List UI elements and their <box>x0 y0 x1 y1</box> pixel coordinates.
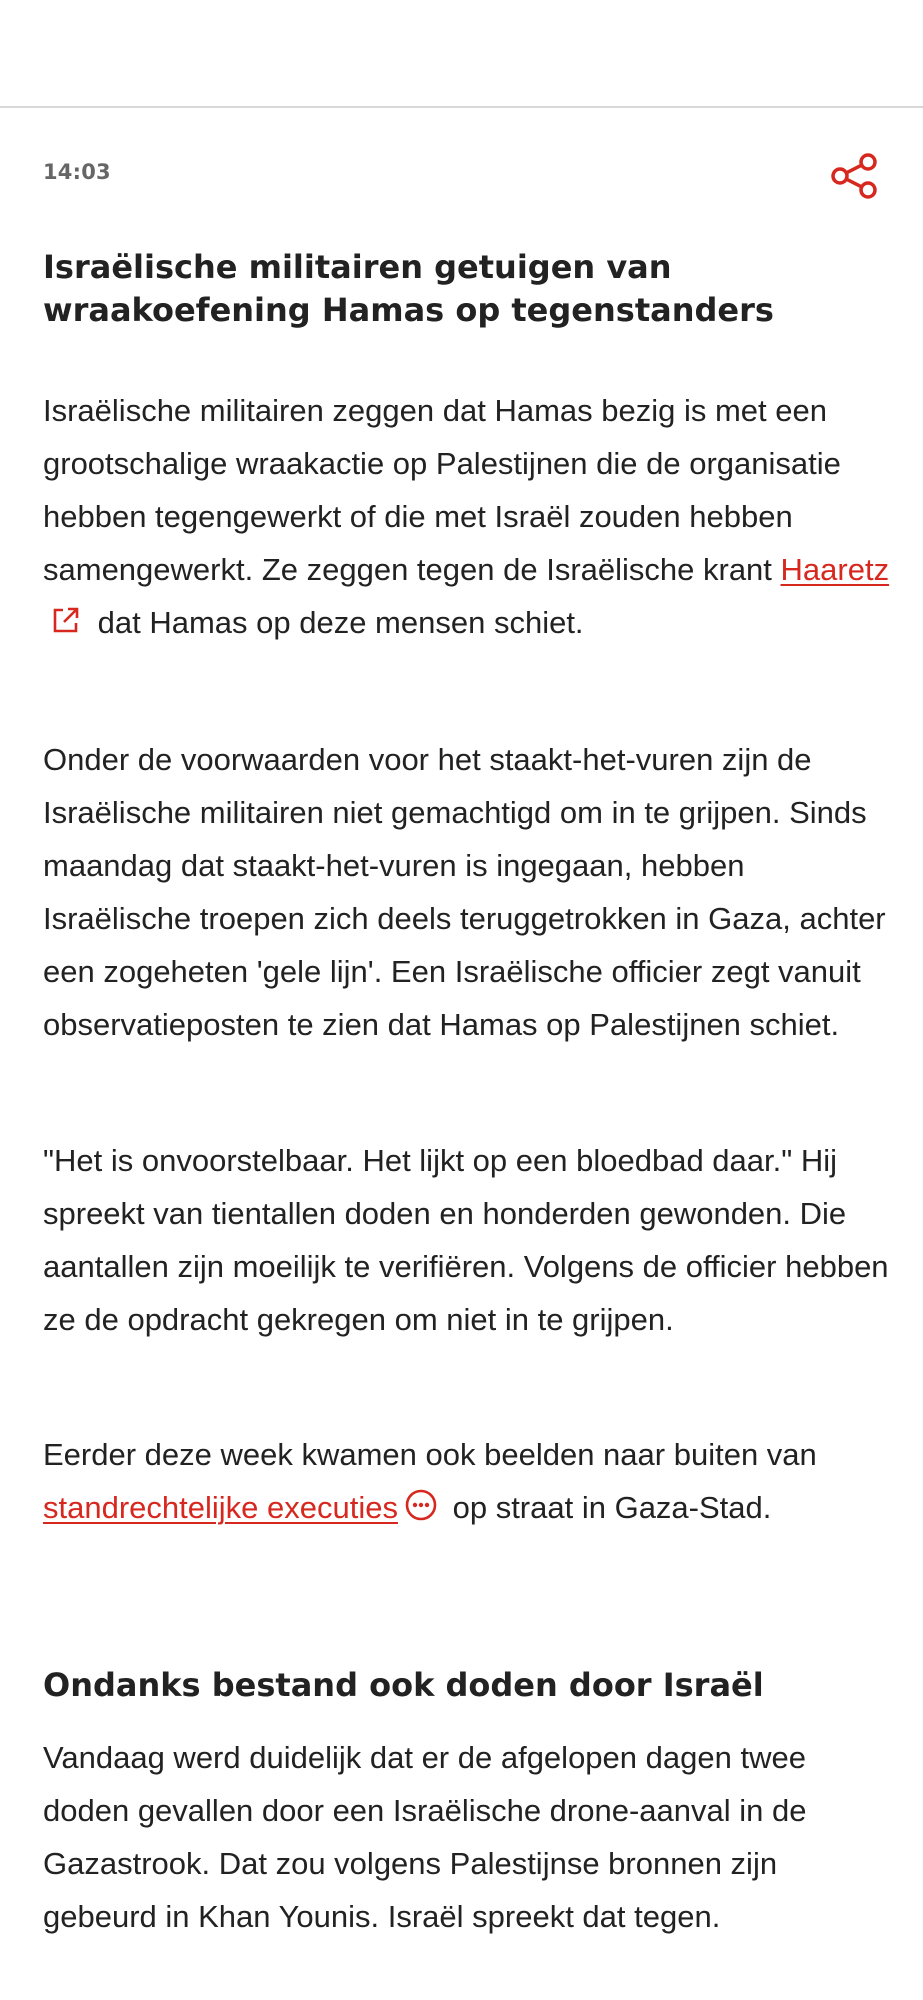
executies-link[interactable]: standrechtelijke executies <box>43 1490 398 1525</box>
paragraph-5: Vandaag werd duidelijk dat er de afgelopen dagen twee doden gevallen door een Israëlische drone-aanval in de Gazastrook. Dat zou volgens Palestijnse bronnen zijn gebeurd in Khan Younis. Israël spreekt dat tegen. <box>43 1740 807 1934</box>
paragraph-1-text-after: dat Hamas op deze mensen schiet. <box>89 605 584 640</box>
article <box>43 106 890 1934</box>
more-options-icon[interactable] <box>404 1488 438 1522</box>
share-icon <box>830 151 880 201</box>
paragraph-1 <box>43 384 893 649</box>
article-meta <box>43 106 883 196</box>
share-button[interactable] <box>830 151 880 201</box>
external-link-icon[interactable] <box>49 603 83 637</box>
haaretz-link[interactable]: Haaretz <box>780 552 890 587</box>
timestamp: 14:03 <box>43 160 111 184</box>
sub-headline: Ondanks bestand ook doden door Israël <box>43 1666 764 1704</box>
top-bar <box>0 0 923 108</box>
paragraph-3: "Het is onvoorstelbaar. Het lijkt op een bloedbad daar." Hij spreekt van tientallen doden en honderden gewonden. Die aantallen zijn moeilijk te verifiëren. Volgens de officier hebben ze de opdracht gekregen om niet in te grijpen. <box>43 1143 889 1337</box>
paragraph-4-text-before: Eerder deze week kwamen ook beelden naar buiten van <box>43 1437 817 1472</box>
paragraph-1-text-before: Israëlische militairen zeggen dat Hamas bezig is met een grootschalige wraakactie op Palestijnen die de organisatie hebben tegengewerkt of die met Israël zouden hebben samengewerkt. Ze zeggen tegen de Israëlische krant <box>43 393 841 587</box>
paragraph-2: Onder de voorwaarden voor het staakt-het-vuren zijn de Israëlische militairen niet gemachtigd om in te grijpen. Sinds maandag dat staakt-het-vuren is ingegaan, hebben Israëlische troepen zich deels teruggetrokken in Gaza, achter een zogeheten 'gele lijn'. Een Israëlische officier zegt vanuit observatieposten te zien dat Hamas op Palestijnen schiet. <box>43 742 886 1042</box>
headline: Israëlische militairen getuigen van wraakoefening Hamas op tegenstanders <box>43 248 774 329</box>
paragraph-4-text-after: op straat in Gaza-Stad. <box>443 1490 772 1525</box>
paragraph-4 <box>43 1428 893 1534</box>
